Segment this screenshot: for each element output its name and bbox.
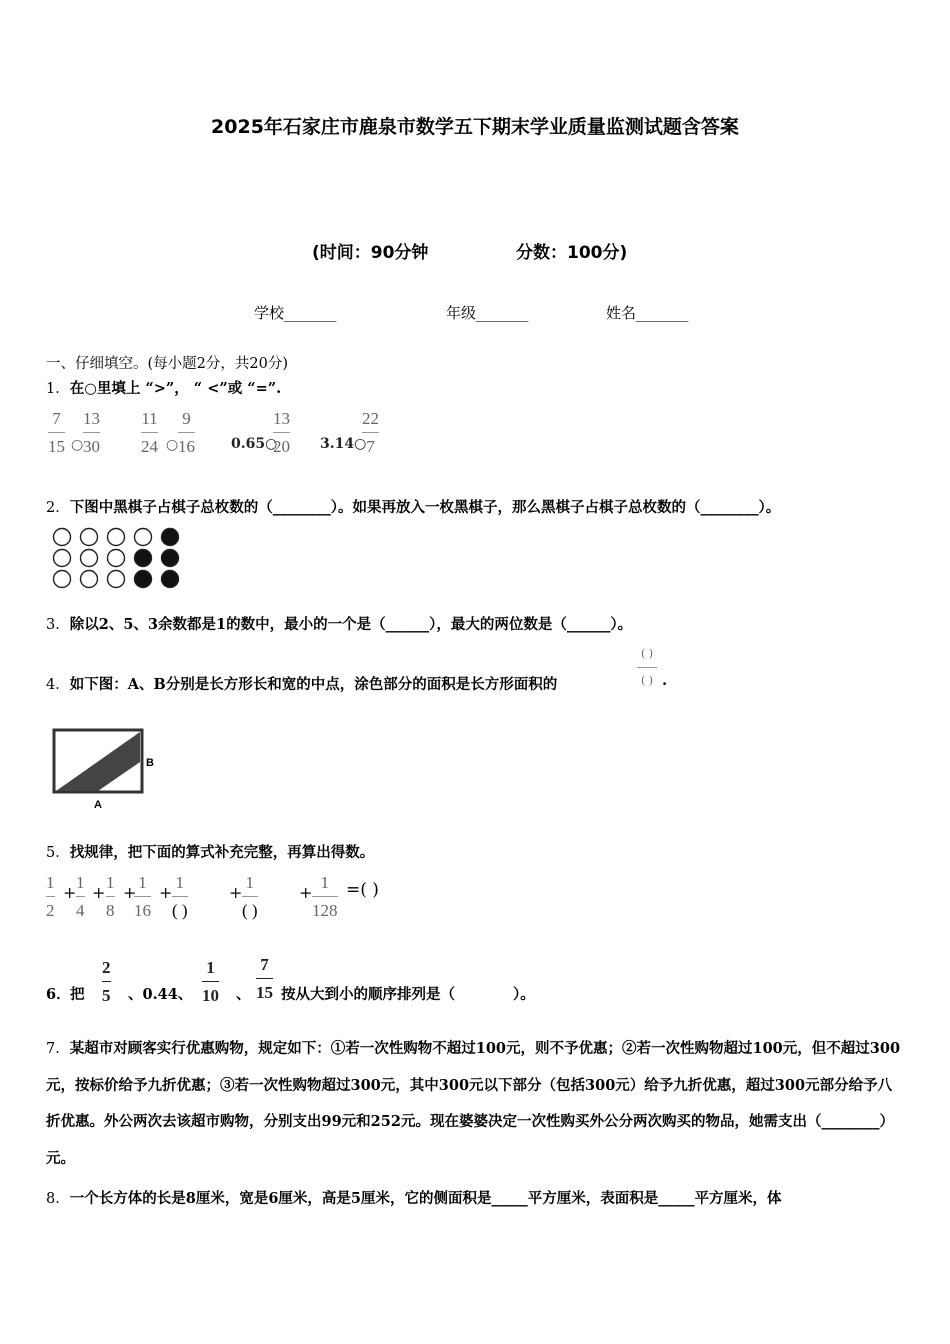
fraction: 7 15 [48,409,65,456]
white-piece [54,529,71,546]
plus-sign: + [123,883,137,902]
white-piece [108,529,125,546]
name-field: 姓名_______ [606,304,689,322]
white-piece [54,571,71,588]
question-6-number: 6． [46,986,71,1003]
answer-fraction-blank: ( ) ( ) [637,647,657,687]
question-3: 3．除以2、5、3余数都是1的数中，最小的一个是（______），最大的两位数是（______）。 [46,616,633,633]
black-piece [135,571,152,588]
question-6-mid2: 、 [236,986,251,1003]
rectangle-diagram [50,727,162,811]
question-4: 4．如下图：A、B分别是长方形长和宽的中点，涂色部分的面积是长方形面积的 [46,676,558,693]
fraction: 1 128 [312,873,338,920]
label-a: A [94,799,102,811]
decimal-compare: 3.14○ [320,436,367,452]
fraction: 13 20 [273,409,290,456]
grade-field: 年级_______ [446,304,529,322]
white-piece [81,571,98,588]
question-5: 5．找规律，把下面的算式补充完整，再算出得数。 [46,844,375,861]
fraction: 1 4 [76,873,85,920]
plus-sign: + [159,883,173,902]
chess-pieces-figure [50,526,185,592]
fraction: 13 30 [83,409,100,456]
question-5-text: 找规律，把下面的算式补充完整，再算出得数。 [69,844,375,861]
black-piece [162,550,179,567]
school-field: 学校_______ [254,304,337,322]
question-1-text: 在○里填上 “>”， “ <”或 “=”. [69,380,282,397]
black-piece [135,550,152,567]
fraction: 9 16 [178,409,195,456]
question-4-text: 如下图：A、B分别是长方形长和宽的中点，涂色部分的面积是长方形面积的 [69,676,558,693]
white-piece [108,550,125,567]
fraction: 22 7 [362,409,379,456]
white-piece [54,550,71,567]
fraction: 1 8 [106,873,115,920]
result-blank: =( ) [346,880,379,900]
plus-sign: + [299,883,313,902]
question-8-text: 一个长方体的长是8厘米，宽是6厘米，高是5厘米，它的侧面积是_____平方厘米，表面积是_____平方厘米，体 [69,1190,782,1207]
white-piece [81,550,98,567]
decimal-compare: 0.65○ [231,436,278,452]
question-6-mid1: 、0.44、 [128,986,193,1003]
plus-sign: + [63,883,77,902]
fraction: 7 15 [256,955,273,1002]
exam-time: (时间：90分钟 [312,243,429,263]
compare-circle: ○ [71,437,84,453]
fraction-blank: 1 ( ) [242,873,258,920]
question-6-pre: 把 [70,986,85,1003]
fraction: 11 24 [141,409,158,456]
question-8: 8．一个长方体的长是8厘米，宽是6厘米，高是5厘米，它的侧面积是_____平方厘米，表面积是_____平方厘米，体 [46,1190,782,1207]
fraction: 1 10 [202,958,219,1005]
white-piece [108,571,125,588]
question-2-text: 下图中黑棋子占棋子总枚数的（________）。如果再放入一枚黑棋子，那么黑棋子占棋子总枚数的（________）。 [69,499,781,516]
fraction: 2 5 [102,958,111,1005]
section-heading: 一、仔细填空。(每小题2分，共20分) [46,356,288,372]
page-title: 2025年石家庄市鹿泉市数学五下期末学业质量监测试题含答案 [211,116,739,138]
question-7: 7．某超市对顾客实行优惠购物，规定如下：①若一次性购物不超过100元，则不予优惠；②若一次性购物超过100元，但不超过300元，按标价给予九折优惠；③若一次性购物超过300元，其中300元以下部分（包括300元）给予九折优惠，超过300元部分给予八折优惠。外公两次去该超市购物，分别支出99元和252元。现在婆婆决定一次性购买外公分两次购买的物品，她需支出（________）元。 [46,1040,901,1167]
compare-circle: ○ [166,437,179,453]
question-6-post: 按从大到小的顺序排列是（ ）。 [281,986,535,1003]
question-3-text: 除以2、5、3余数都是1的数中，最小的一个是（______），最大的两位数是（______）。 [69,616,633,633]
exam-score: 分数：100分) [516,243,628,263]
question-2: 2．下图中黑棋子占棋子总枚数的（________）。如果再放入一枚黑棋子，那么黑棋子占棋子总枚数的（________）。 [46,499,781,516]
white-piece [135,529,152,546]
question-7-text: 某超市对顾客实行优惠购物，规定如下：①若一次性购物不超过100元，则不予优惠；②若一次性购物超过100元，但不超过300元，按标价给予九折优惠；③若一次性购物超过300元，其中300元以下部分（包括300元）给予九折优惠，超过300元部分给予八折优惠。外公两次去该超市购物，分别支出99元和252元。现在婆婆决定一次性购买外公分两次购买的物品，她需支出（________）元。 [46,1040,901,1167]
black-piece [162,529,179,546]
plus-sign: + [229,883,243,902]
fraction: 1 16 [134,873,151,920]
plus-sign: + [92,883,106,902]
question-1: 1．在○里填上 “>”， “ <”或 “=”. [46,380,282,397]
white-piece [81,529,98,546]
fraction: 1 2 [46,873,55,920]
fraction-blank: 1 ( ) [172,873,188,920]
label-b: B [146,757,154,769]
question-4-end: . [662,671,668,689]
black-piece [162,571,179,588]
